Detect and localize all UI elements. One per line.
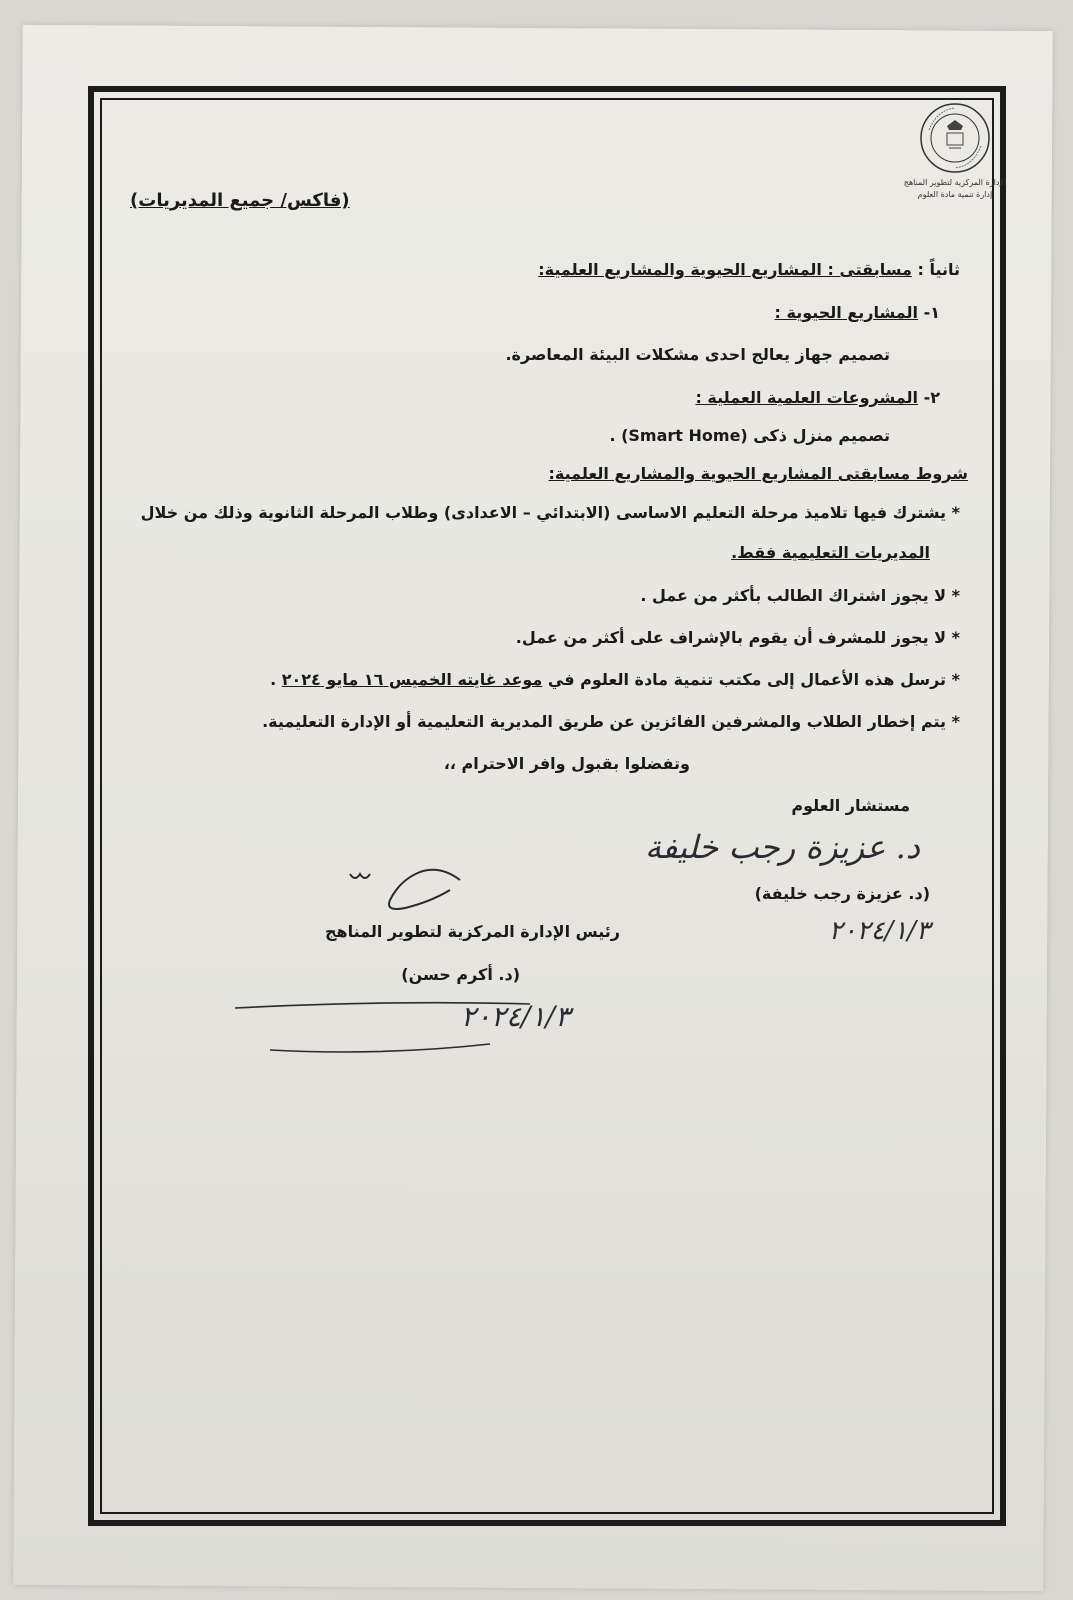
condition-1-line-2: المديريات التعليمية فقط. — [731, 543, 930, 562]
head-signature-scribble — [330, 860, 470, 920]
section-title-prefix: ثانياً : — [917, 260, 960, 279]
closing-greeting: وتفضلوا بقبول وافر الاحترام ،، — [443, 754, 690, 773]
logo-line-2: إدارة تنمية مادة العلوم — [917, 190, 993, 199]
item-2-heading — [695, 388, 940, 407]
logo-line-1: الإدارة المركزية لتطوير المناهج — [903, 178, 1007, 187]
head-date-underline — [230, 1000, 550, 1060]
head-date: ٢٠٢٤/١/٣ — [460, 1000, 570, 1033]
condition-4-suffix: . — [270, 670, 282, 689]
advisor-title: مستشار العلوم — [791, 796, 910, 815]
condition-1-line-1: * يشترك فيها تلاميذ مرحلة التعليم الاساسى (الابتدائي – الاعدادى) وطلاب المرحلة الثانوية وذلك من خلال — [140, 503, 960, 522]
item-2-description: تصميم منزل ذكى (Smart Home) . — [609, 426, 890, 445]
item-1-number: ١- — [923, 303, 940, 322]
fax-recipients: (فاكس/ جميع المديريات) — [130, 190, 350, 211]
condition-5: * يتم إخطار الطلاب والمشرفين الفائزين عن طريق المديرية التعليمية أو الإدارة التعليمية. — [262, 712, 960, 731]
item-1-description: تصميم جهاز يعالج احدى مشكلات البيئة المعاصرة. — [505, 345, 890, 364]
conditions-title: شروط مسابقتى المشاريع الحيوية والمشاريع العلمية: — [548, 464, 968, 483]
head-title: رئيس الإدارة المركزية لتطوير المناهج — [324, 922, 620, 941]
condition-4-deadline: موعد غايته الخميس ١٦ مايو ٢٠٢٤ — [281, 670, 543, 689]
item-2-number: ٢- — [923, 388, 940, 407]
advisor-signature: د. عزيزة رجب خليفة — [644, 828, 920, 866]
letter-body — [110, 100, 1007, 1500]
condition-4 — [270, 670, 960, 689]
section-title — [538, 260, 960, 279]
item-1-title: المشاريع الحيوية : — [774, 303, 919, 322]
item-1-heading — [775, 303, 940, 322]
ministry-seal-icon — [917, 100, 993, 176]
condition-2: * لا يجوز اشتراك الطالب بأكثر من عمل . — [640, 586, 960, 605]
ministry-logo — [900, 100, 1010, 200]
condition-4-prefix: * ترسل هذه الأعمال إلى مكتب تنمية مادة العلوم في — [547, 670, 960, 689]
item-2-title: المشروعات العلمية العملية : — [695, 388, 919, 407]
head-name: (د. أكرم حسن) — [401, 965, 520, 984]
advisor-name: (د. عزيزة رجب خليفة) — [754, 884, 930, 903]
condition-3: * لا يجوز للمشرف أن يقوم بالإشراف على أكثر من عمل. — [515, 628, 960, 647]
section-title-text: مسابقتى : المشاريع الحيوية والمشاريع العلمية: — [538, 260, 912, 279]
advisor-date: ٢٠٢٤/١/٣ — [828, 916, 930, 946]
